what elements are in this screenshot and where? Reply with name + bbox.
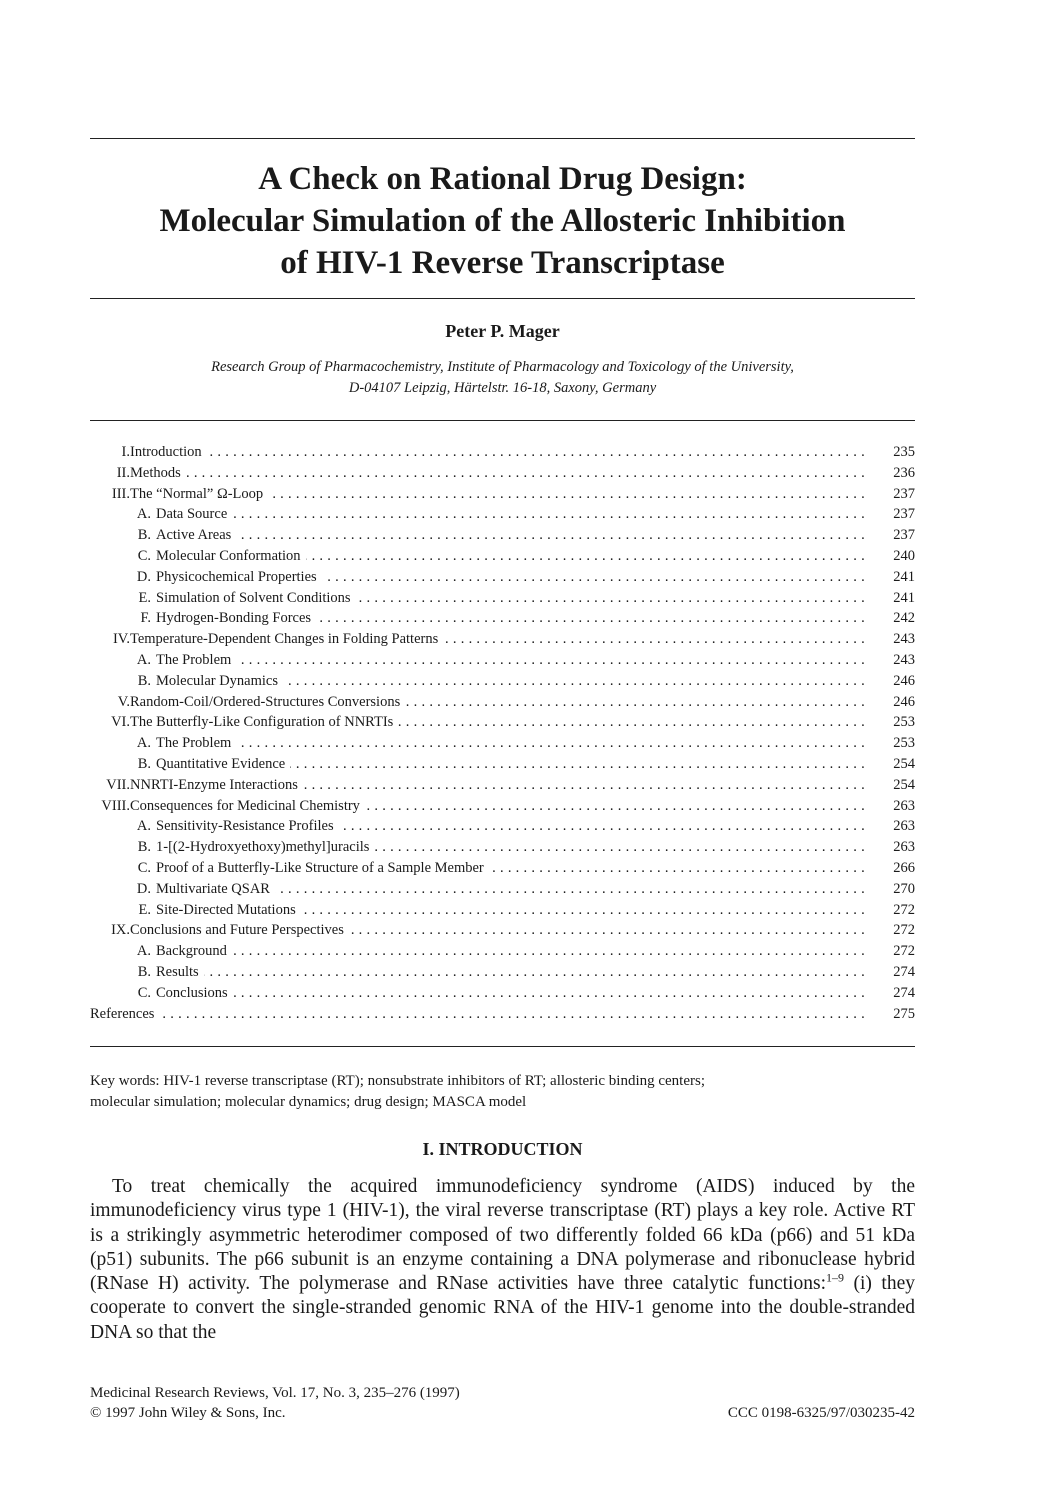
toc-entry-page: 253 bbox=[893, 735, 915, 752]
title-line: A Check on Rational Drug Design: bbox=[258, 161, 747, 197]
toc-entry bbox=[90, 816, 915, 837]
toc-entry-label-wrap bbox=[90, 1004, 865, 1025]
toc-entry-number: III. bbox=[111, 485, 130, 502]
keywords bbox=[90, 1071, 915, 1113]
toc-entry-page: 237 bbox=[893, 527, 915, 544]
section-heading: I. INTRODUCTION bbox=[422, 1139, 583, 1159]
toc-entry-number: B. bbox=[137, 672, 151, 689]
toc-entry bbox=[90, 837, 915, 858]
toc-entry-label: Hydrogen-Bonding Forces bbox=[156, 610, 316, 626]
toc-entry-label-wrap bbox=[156, 671, 865, 692]
toc-entry-number: A. bbox=[136, 818, 151, 835]
toc-entry-number: B. bbox=[137, 755, 151, 772]
toc-entry-label: Quantitative Evidence bbox=[156, 756, 290, 772]
toc-entry-page: 266 bbox=[893, 859, 915, 876]
toc-entry-label-wrap bbox=[156, 525, 865, 546]
toc-entry-label: Physicochemical Properties bbox=[156, 569, 322, 585]
toc-entry bbox=[90, 442, 915, 463]
toc-entry-label-wrap bbox=[130, 712, 865, 733]
copyright: © 1997 John Wiley & Sons, Inc. bbox=[90, 1405, 286, 1421]
toc-entry-label-wrap bbox=[156, 650, 865, 671]
toc-entry-number: C. bbox=[137, 547, 151, 564]
toc-entry-page: 237 bbox=[893, 506, 915, 523]
toc-entry-label: Conclusions bbox=[156, 985, 233, 1001]
toc-entry bbox=[90, 754, 915, 775]
toc-entry-label: Site-Directed Mutations bbox=[156, 902, 301, 918]
toc-entry bbox=[90, 962, 915, 983]
toc-entry-number: VI. bbox=[111, 714, 130, 731]
toc-entry bbox=[90, 650, 915, 671]
ccc-code: CCC 0198-6325/97/030235-42 bbox=[727, 1405, 915, 1421]
toc-entry-label: Multivariate QSAR bbox=[156, 881, 275, 897]
toc-entry-number: VII. bbox=[106, 776, 130, 793]
toc-entry bbox=[90, 941, 915, 962]
toc-entry-number: D. bbox=[136, 880, 151, 897]
affiliation-line: Research Group of Pharmacochemistry, Institute of Pharmacology and Toxicology of the University, bbox=[211, 359, 794, 375]
journal-citation: Medicinal Research Reviews, Vol. 17, No. 3, 235–276 (1997) bbox=[90, 1385, 460, 1401]
toc-entry-page: 240 bbox=[893, 547, 915, 564]
toc-entry bbox=[90, 629, 915, 650]
journal-info bbox=[90, 1383, 460, 1423]
citation-superscript: 1–9 bbox=[826, 1270, 844, 1285]
toc-entry-number: B. bbox=[137, 839, 151, 856]
toc-entry-label: Active Areas bbox=[156, 527, 236, 543]
toc-entry-page: 237 bbox=[893, 485, 915, 502]
toc-entry-label: Proof of a Butterfly-Like Structure of a Sample Member bbox=[156, 860, 489, 876]
toc-entry-page: 263 bbox=[893, 839, 915, 856]
toc-entry-page: 275 bbox=[893, 1005, 915, 1022]
toc-entry bbox=[90, 692, 915, 713]
affiliation bbox=[90, 357, 915, 399]
toc-entry-number: IX. bbox=[111, 922, 130, 939]
toc-entry-page: 236 bbox=[893, 464, 915, 481]
toc-entry-label-wrap bbox=[156, 983, 865, 1004]
toc-entry bbox=[90, 1004, 915, 1025]
toc-entry-label-wrap bbox=[156, 858, 865, 879]
toc-entry-label: 1-[(2-Hydroxyethoxy)methyl]uracils bbox=[156, 839, 374, 855]
toc-entry-label: Introduction bbox=[130, 444, 207, 460]
toc-entry-number: E. bbox=[138, 589, 151, 606]
toc-entry-page: 241 bbox=[893, 568, 915, 585]
toc-entry-number: D. bbox=[136, 568, 151, 585]
toc-entry-page: 263 bbox=[893, 818, 915, 835]
toc-entry-label-wrap bbox=[156, 962, 865, 983]
toc-entry bbox=[90, 712, 915, 733]
toc-entry-page: 272 bbox=[893, 943, 915, 960]
toc-entry-label-wrap bbox=[156, 546, 865, 567]
toc-entry-page: 246 bbox=[893, 672, 915, 689]
toc-entry-label: Data Source bbox=[156, 506, 232, 522]
toc-entry-page: 246 bbox=[893, 693, 915, 710]
toc-entry-page: 241 bbox=[893, 589, 915, 606]
toc-entry-page: 243 bbox=[893, 651, 915, 668]
toc-entry-number: F. bbox=[140, 610, 151, 627]
toc-entry-label-wrap bbox=[156, 816, 865, 837]
toc-entry bbox=[90, 858, 915, 879]
intro-paragraph bbox=[90, 1175, 915, 1345]
title-line: of HIV-1 Reverse Transcriptase bbox=[280, 245, 725, 281]
toc-entry-label: The Butterfly-Like Configuration of NNRTIs bbox=[130, 714, 398, 730]
title-bottom-rule bbox=[90, 298, 915, 299]
toc-entry-label: Molecular Dynamics bbox=[156, 673, 283, 689]
toc-entry-number: A. bbox=[136, 506, 151, 523]
toc-entry-page: 254 bbox=[893, 755, 915, 772]
toc-entry-number: B. bbox=[137, 527, 151, 544]
toc-entry bbox=[90, 900, 915, 921]
toc-entry-label-wrap bbox=[130, 484, 865, 505]
toc-entry-label: The Problem bbox=[156, 652, 236, 668]
toc-entry bbox=[90, 796, 915, 817]
toc-entry bbox=[90, 567, 915, 588]
toc-entry-label-wrap bbox=[156, 900, 865, 921]
toc-entry-label: Molecular Conformation bbox=[156, 548, 306, 564]
toc-entry bbox=[90, 463, 915, 484]
toc-entry-label-wrap bbox=[130, 629, 865, 650]
toc-entry-number: A. bbox=[136, 735, 151, 752]
toc-entry bbox=[90, 775, 915, 796]
toc-entry-label: Simulation of Solvent Conditions bbox=[156, 590, 356, 606]
toc-entry-label-wrap bbox=[156, 567, 865, 588]
toc-entry-number: VIII. bbox=[101, 797, 130, 814]
toc-entry-label-wrap bbox=[130, 920, 865, 941]
toc-entry-label: Background bbox=[156, 943, 232, 959]
toc-entry-number: E. bbox=[138, 901, 151, 918]
toc-entry-label: Methods bbox=[130, 465, 186, 481]
toc-entry-page: 274 bbox=[893, 984, 915, 1001]
toc-entry-label-wrap bbox=[156, 504, 865, 525]
toc-entry-number: IV. bbox=[112, 631, 130, 648]
toc-entry-label: References bbox=[90, 1006, 159, 1022]
toc-entry-label: NNRTI-Enzyme Interactions bbox=[130, 777, 303, 793]
toc-entry-label: Conclusions and Future Perspectives bbox=[130, 922, 349, 938]
toc-entry-number: V. bbox=[117, 693, 130, 710]
toc-entry-label-wrap bbox=[130, 463, 865, 484]
toc-entry-page: 270 bbox=[893, 880, 915, 897]
toc-entry bbox=[90, 983, 915, 1004]
toc-entry-label: Temperature-Dependent Changes in Folding Patterns bbox=[130, 631, 443, 647]
toc-entry-label-wrap bbox=[156, 588, 865, 609]
toc-bottom-rule bbox=[90, 1046, 915, 1047]
article-title bbox=[90, 158, 915, 284]
top-rule bbox=[90, 138, 915, 139]
toc-entry-label-wrap bbox=[156, 733, 865, 754]
toc-entry bbox=[90, 588, 915, 609]
toc-entry-page: 235 bbox=[893, 444, 915, 460]
toc-entry-number: B. bbox=[137, 963, 151, 980]
toc-entry-label: Results bbox=[156, 964, 204, 980]
keywords-line: Key words: HIV-1 reverse transcriptase (RT); nonsubstrate inhibitors of RT; allosteric binding centers; bbox=[90, 1073, 705, 1089]
toc-entry bbox=[90, 733, 915, 754]
toc-entry-label: Consequences for Medicinal Chemistry bbox=[130, 798, 365, 814]
toc-entry-label-wrap bbox=[130, 442, 865, 463]
toc-entry-page: 272 bbox=[893, 901, 915, 918]
toc-entry-label-wrap bbox=[130, 692, 865, 713]
toc-entry-number: A. bbox=[136, 943, 151, 960]
toc-entry bbox=[90, 671, 915, 692]
toc-entry bbox=[90, 504, 915, 525]
toc-entry-label-wrap bbox=[156, 608, 865, 629]
toc-entry-page: 274 bbox=[893, 963, 915, 980]
toc-entry-label-wrap bbox=[156, 941, 865, 962]
toc-entry-page: 254 bbox=[893, 776, 915, 793]
toc-entry-page: 253 bbox=[893, 714, 915, 731]
affiliation-line: D-04107 Leipzig, Härtelstr. 16-18, Saxony, Germany bbox=[348, 380, 657, 396]
toc-entry-label-wrap bbox=[156, 837, 865, 858]
toc-entry-number: C. bbox=[137, 984, 151, 1001]
toc-entry-number: I. bbox=[121, 444, 130, 460]
author-name: Peter P. Mager bbox=[445, 321, 560, 341]
toc-entry-label-wrap bbox=[130, 775, 865, 796]
toc-entry-page: 243 bbox=[893, 631, 915, 648]
toc-entry bbox=[90, 525, 915, 546]
toc-entry-page: 272 bbox=[893, 922, 915, 939]
toc-entry-label: Random-Coil/Ordered-Structures Conversions bbox=[130, 694, 405, 710]
toc-entry-label: The Problem bbox=[156, 735, 236, 751]
intro-text-part: To treat chemically the acquired immunodeficiency syndrome (AIDS) induced by the immunodeficiency virus type 1 (HIV-1), the viral reverse transcriptase (RT) plays a key role. Active RT is a strikingly asymmetric heterodimer composed of two differently folded 66 kDa (p66) and 51 kDa (p51) subunits. The p66 subunit is an enzyme containing a DNA polymerase and ribonuclease hybrid (RNase H) activity. The polymerase and RNase activities have three catalytic functions: bbox=[90, 1176, 915, 1295]
toc-entry-label: Sensitivity-Resistance Profiles bbox=[156, 818, 339, 834]
toc-entry bbox=[90, 920, 915, 941]
intro-text-part: (i) they cooperate to convert the single-stranded genomic RNA of the HIV-1 genome into the double-stranded DNA so that the bbox=[90, 1273, 916, 1343]
toc-entry bbox=[90, 484, 915, 505]
toc-entry bbox=[90, 879, 915, 900]
title-line: Molecular Simulation of the Allosteric Inhibition bbox=[159, 203, 846, 239]
toc-entry bbox=[90, 546, 915, 567]
toc-entry-page: 263 bbox=[893, 797, 915, 814]
toc-entry-label: The “Normal” Ω-Loop bbox=[130, 486, 268, 502]
toc-entry-label-wrap bbox=[156, 754, 865, 775]
keywords-line: molecular simulation; molecular dynamics; drug design; MASCA model bbox=[90, 1094, 527, 1110]
toc-top-rule bbox=[90, 420, 915, 421]
table-of-contents bbox=[90, 442, 915, 1024]
toc-entry bbox=[90, 608, 915, 629]
toc-entry-label-wrap bbox=[130, 796, 865, 817]
toc-entry-number: A. bbox=[136, 651, 151, 668]
toc-entry-number: C. bbox=[137, 859, 151, 876]
toc-entry-number: II. bbox=[116, 464, 130, 481]
toc-entry-label-wrap bbox=[156, 879, 865, 900]
toc-entry-page: 242 bbox=[893, 610, 915, 627]
